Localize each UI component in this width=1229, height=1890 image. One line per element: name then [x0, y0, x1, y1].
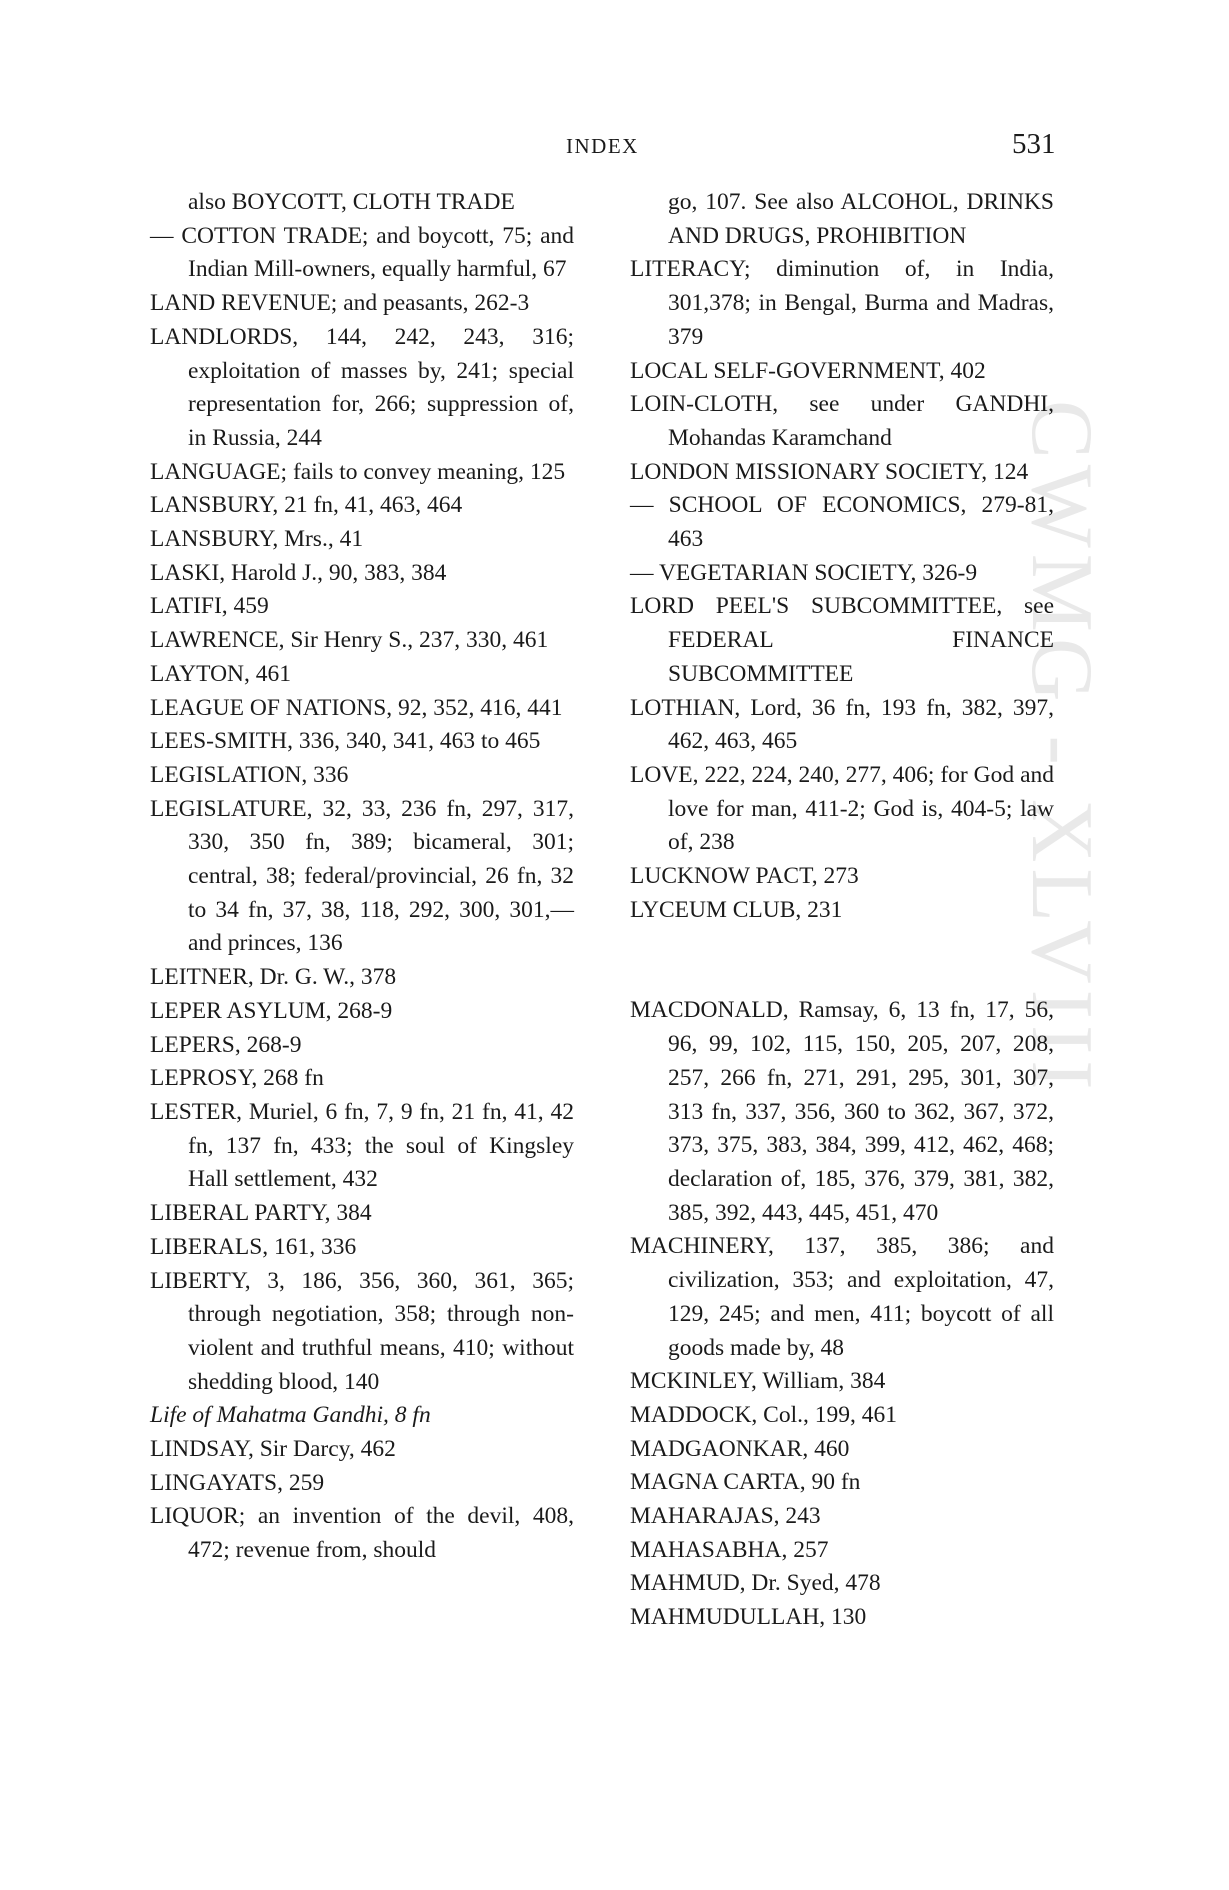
index-entry: LANSBURY, Mrs., 41: [150, 526, 364, 553]
index-entry: MAGNA CARTA, 90 fn: [630, 1469, 861, 1496]
index-entry: LANDLORDS, 144, 242, 243, 316; exploitation of masses by, 241; special representation for, 266; suppression of, in Russia, 244: [150, 323, 574, 451]
index-column-right: [630, 186, 1054, 1635]
index-entry: LAWRENCE, Sir Henry S., 237, 330, 461: [150, 627, 549, 654]
index-entry: LESTER, Muriel, 6 fn, 7, 9 fn, 21 fn, 41, 42 fn, 137 fn, 433; the soul of Kingsley Hall settlement, 432: [150, 1098, 574, 1193]
index-entry: LEPER ASYLUM, 268-9: [150, 997, 393, 1024]
index-entry: LIBERALS, 161, 336: [150, 1233, 357, 1260]
index-entry: MAHMUDULLAH, 130: [630, 1604, 867, 1631]
index-entry: LEES-SMITH, 336, 340, 341, 463 to 465: [150, 728, 541, 755]
index-entry: LATIFI, 459: [150, 593, 269, 620]
index-entry: MCKINLEY, William, 384: [630, 1368, 886, 1395]
index-entry: LEGISLATION, 336: [150, 761, 349, 788]
index-entry: LEPROSY, 268 fn: [150, 1065, 324, 1092]
index-entry: LOTHIAN, Lord, 36 fn, 193 fn, 382, 397, 462, 463, 465: [630, 694, 1054, 755]
index-entry: LORD PEEL'S SUBCOMMITTEE, see FEDERAL FINANCE SUBCOMMITTEE: [630, 593, 1054, 687]
index-entry: LEITNER, Dr. G. W., 378: [150, 964, 397, 991]
index-entry: LONDON MISSIONARY SOCIETY, 124: [630, 458, 1029, 485]
letter-section-gap: [630, 927, 1054, 994]
index-entry: LANGUAGE; fails to convey meaning, 125: [150, 458, 566, 485]
index-entry: LEAGUE OF NATIONS, 92, 352, 416, 441: [150, 694, 563, 721]
index-entry: LITERACY; diminution of, in India, 301,378; in Bengal, Burma and Madras, 379: [630, 256, 1054, 350]
index-entry: LASKI, Harold J., 90, 383, 384: [150, 559, 447, 586]
index-entry: LAND REVENUE; and peasants, 262-3: [150, 290, 530, 317]
page-number: 531: [1012, 128, 1056, 160]
index-entry: LINDSAY, Sir Darcy, 462: [150, 1436, 396, 1463]
index-entry: LUCKNOW PACT, 273: [630, 863, 859, 890]
index-entry: LOVE, 222, 224, 240, 277, 406; for God and love for man, 411-2; God is, 404-5; law of, 238: [630, 761, 1054, 856]
index-entry: LEPERS, 268-9: [150, 1031, 302, 1058]
index-entry: LEGISLATURE, 32, 33, 236 fn, 297, 317, 330, 350 fn, 389; bicameral, 301; central, 38; federal/provincial, 26 fn, 32 to 34 fn, 37, 38, 118, 292, 300, 301,—and princes, 136: [150, 795, 574, 957]
index-entry: MAHARAJAS, 243: [630, 1503, 821, 1530]
index-entry: LIQUOR; an invention of the devil, 408, 472; revenue from, should: [150, 1503, 574, 1564]
index-entry: MADDOCK, Col., 199, 461: [630, 1401, 898, 1428]
index-entry: go, 107. See also ALCOHOL, DRINKS AND DRUGS, PROHIBITION: [668, 189, 1054, 249]
index-entry: MADGAONKAR, 460: [630, 1435, 850, 1462]
index-entry: — VEGETARIAN SOCIETY, 326-9: [630, 559, 978, 586]
index-entry: LOIN-CLOTH, see under GANDHI, Mohandas Karamchand: [630, 391, 1054, 451]
watermark: CWMG - XLVIII: [1013, 400, 1110, 1096]
index-entry: MACHINERY, 137, 385, 386; and civilization, 353; and exploitation, 47, 129, 245; and men, 411; boycott of all goods made by, 48: [630, 1233, 1054, 1361]
index-entry: LIBERTY, 3, 186, 356, 360, 361, 365; through negotiation, 358; through non-violent and truthful means, 410; without shedding blood, 140: [150, 1267, 574, 1395]
index-entry: LYCEUM CLUB, 231: [630, 896, 843, 923]
index-entry: MACDONALD, Ramsay, 6, 13 fn, 17, 56, 96, 99, 102, 115, 150, 205, 207, 208, 257, 266 fn, 271, 291, 295, 301, 307, 313 fn, 337, 356, 360 to 362, 367, 372, 373, 375, 383, 384, 399, 412, 462, 468; declaration of, 185, 376, 379, 381, 382, 385, 392, 443, 445, 451, 470: [630, 997, 1054, 1226]
index-entry: LANSBURY, 21 fn, 41, 463, 464: [150, 492, 463, 519]
index-column-left: [150, 186, 574, 1568]
index-entry-italic-title: Life of Mahatma Gandhi, 8 fn: [150, 1402, 431, 1429]
index-entry: LIBERAL PARTY, 384: [150, 1200, 372, 1227]
index-entry: — COTTON TRADE; and boycott, 75; and Indian Mill-owners, equally harmful, 67: [150, 222, 574, 283]
index-entry: LAYTON, 461: [150, 660, 292, 687]
index-entry: MAHASABHA, 257: [630, 1536, 829, 1563]
index-entry: also BOYCOTT, CLOTH TRADE: [188, 189, 515, 215]
index-entry: LOCAL SELF-GOVERNMENT, 402: [630, 357, 986, 384]
index-entry: — SCHOOL OF ECONOMICS, 279-81, 463: [630, 492, 1054, 553]
running-head: INDEX: [566, 134, 639, 158]
index-entry: MAHMUD, Dr. Syed, 478: [630, 1570, 881, 1597]
index-entry: LINGAYATS, 259: [150, 1469, 325, 1496]
